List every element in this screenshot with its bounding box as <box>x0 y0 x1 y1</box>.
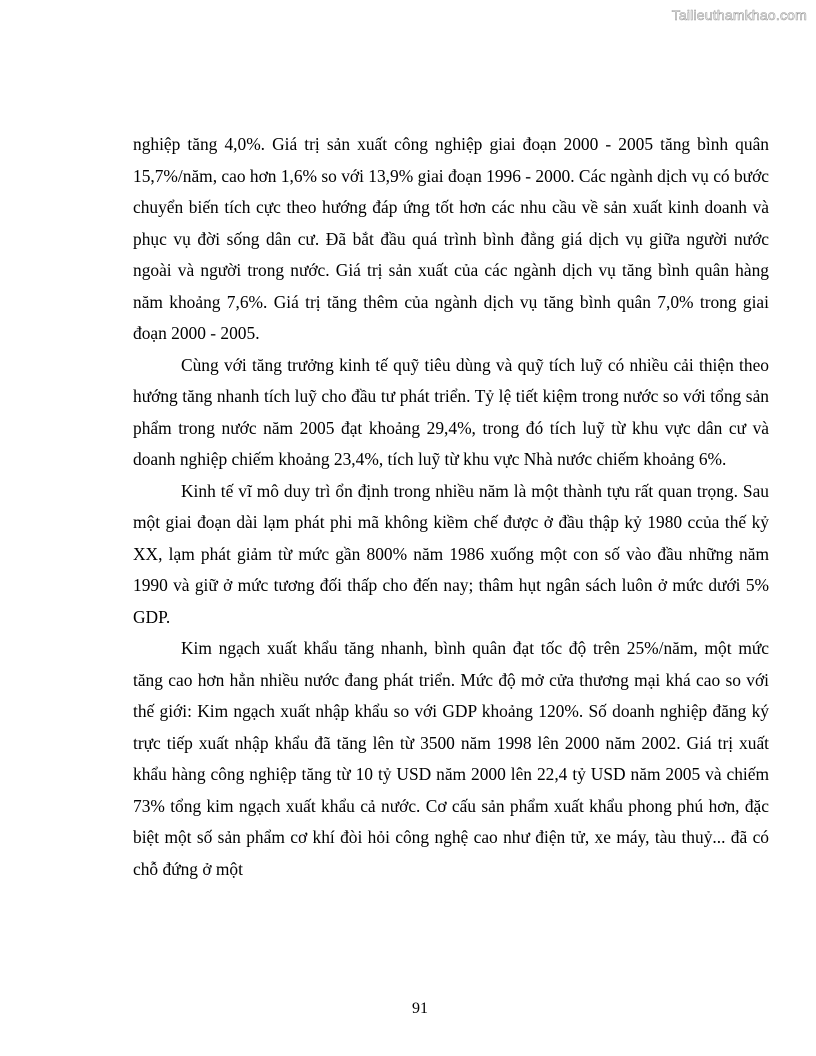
paragraph-exports: Kim ngạch xuất khẩu tăng nhanh, bình quân đạt tốc độ trên 25%/năm, một mức tăng cao hơn hẳn nhiều nước đang phát triển. Mức độ mở cửa thương mại khá cao so với thế giới: Kim ngạch xuất nhập khẩu so với GDP khoảng 120%. Số doanh nghiệp đăng ký trực tiếp xuất nhập khẩu đã tăng lên từ 3500 năm 1998 lên 2000 năm 2002. Giá trị xuất khẩu hàng công nghiệp tăng từ 10 tỷ USD năm 2000 lên 22,4 tỷ USD năm 2005 và chiếm 73% tổng kim ngạch xuất khẩu cả nước. Cơ cấu sản phẩm xuất khẩu phong phú hơn, đặc biệt một số sản phẩm cơ khí đòi hỏi công nghệ cao như điện tử, xe máy, tàu thuỷ... đã có chỗ đứng ở một <box>133 638 769 879</box>
page-number: 91 <box>412 1000 428 1017</box>
paragraph-continuation: nghiệp tăng 4,0%. Giá trị sản xuất công nghiệp giai đoạn 2000 - 2005 tăng bình quân 15,7%/năm, cao hơn 1,6% so với 13,9% giai đoạn 1996 - 2000. Các ngành dịch vụ có bước chuyển biến tích cực theo hướng đáp ứng tốt hơn các nhu cầu về sản xuất kinh doanh và phục vụ đời sống dân cư. Đã bắt đầu quá trình bình đẳng giá dịch vụ giữa người nước ngoài và người trong nước. Giá trị sản xuất của các ngành dịch vụ tăng bình quân hàng năm khoảng 7,6%. Giá trị tăng thêm của ngành dịch vụ tăng bình quân 7,0% trong giai đoạn 2000 - 2005. <box>133 134 769 343</box>
paragraph-savings: Cùng với tăng trưởng kinh tế quỹ tiêu dùng và quỹ tích luỹ có nhiều cải thiện theo hướng tăng nhanh tích luỹ cho đầu tư phát triển. Tỷ lệ tiết kiệm trong nước so với tổng sản phẩm trong nước năm 2005 đạt khoảng 29,4%, trong đó tích luỹ từ khu vực dân cư và doanh nghiệp chiếm khoảng 23,4%, tích luỹ từ khu vực Nhà nước chiếm khoảng 6%. <box>133 354 769 469</box>
paragraph-macro-stability: Kinh tế vĩ mô duy trì ổn định trong nhiều năm là một thành tựu rất quan trọng. Sau một giai đoạn dài lạm phát phi mã không kiềm chế được ở đầu thập kỷ 1980 ccủa thế kỷ XX, lạm phát giảm từ mức gần 800% năm 1986 xuống một con số vào đầu những năm 1990 và giữ ở mức tương đối thấp cho đến nay; thâm hụt ngân sách luôn ở mức dưới 5% GDP. <box>133 480 769 627</box>
watermark-text: Tailieuthamkhao.com <box>671 7 807 23</box>
page-body <box>133 129 769 885</box>
